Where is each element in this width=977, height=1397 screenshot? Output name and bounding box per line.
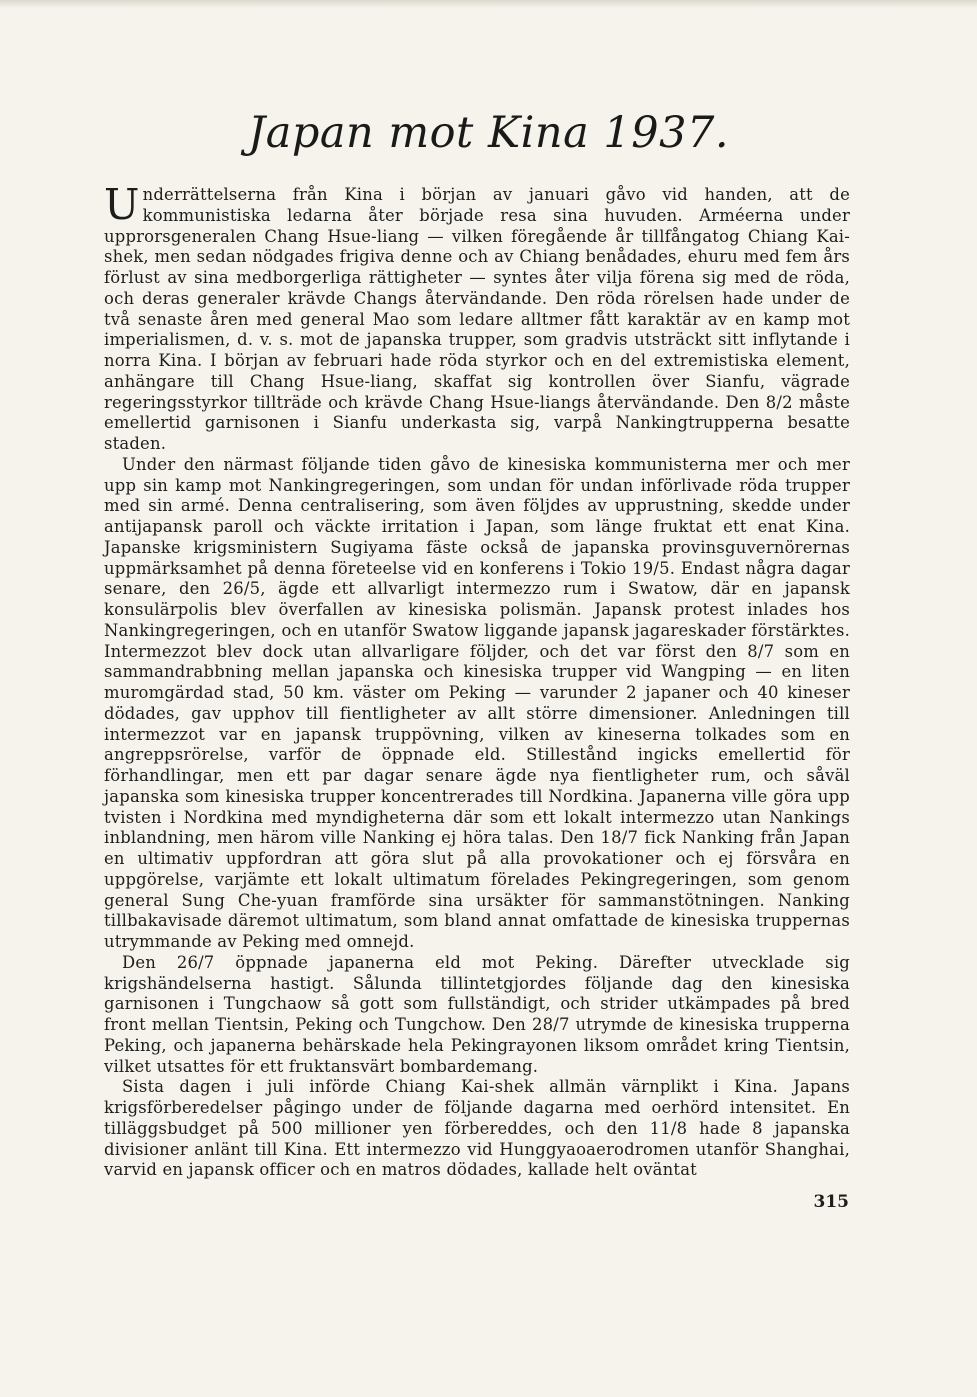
paragraph-1 [104, 180, 850, 455]
paragraph-4: Sista dagen i juli införde Chiang Kai-shek allmän värnplikt i Kina. Japans krigsförberedelser pågingo under de följande dagarna med oerhörd intensitet. En tilläggsbudget på 500 millioner yen förbereddes, och den 11/8 hade 8 japanska divisioner anlänt till Kina. Ett intermezzo vid Hunggyaoaerodromen utanför Shanghai, varvid en japansk officer och en matros dödades, kallade helt oväntat [104, 1077, 850, 1180]
page-number: 315 [813, 1192, 849, 1212]
page-title: Japan mot Kina 1937. [248, 108, 729, 158]
page-top-edge [0, 0, 977, 8]
paragraph-2: Under den närmast följande tiden gåvo de kinesiska kommunisterna mer och mer upp sin kamp mot Nankingregeringen, som undan för undan införlivade röda trupper med sin armé. Denna centralisering, som även följdes av upprustning, skedde under antijapansk paroll och väckte irritation i Japan, som länge fruktat ett enat Kina. Japanske krigsministern Sugiyama fäste också de japanska provinsguvernörernas uppmärksamhet på denna företeelse vid en konferens i Tokio 19/5. Endast några dagar senare, den 26/5, ägde ett allvarligt intermezzo rum i Swatow, där en japansk konsulärpolis blev överfallen av kinesiska polismän. Japansk protest inlades hos Nankingregeringen, och en utanför Swatow liggande japansk jagareskader förstärktes. Intermezzot blev dock utan allvarligare följder, och det var först den 8/7 som en sammandrabbning mellan japanska och kinesiska trupper vid Wangping — en liten muromgärdad stad, 50 km. väster om Peking — varunder 2 japaner och 40 kineser dödades, gav upphov till fientligheter av allt större dimensioner. Anledningen till intermezzot var en japansk truppövning, vilken av kineserna tolkades som en angreppsrörelse, varför de öppnade eld. Stillestånd ingicks emellertid för förhandlingar, men ett par dagar senare ägde nya fientligheter rum, och såväl japanska som kinesiska trupper koncentrerades till Nordkina. Japanerna ville göra upp tvisten i Nordkina med myndigheterna där som ett lokalt intermezzo utan Nankings inblandning, men härom ville Nanking ej höra talas. Den 18/7 fick Nanking från Japan en ultimativ uppfordran att göra slut på alla provokationer och ej försvåra en uppgörelse, varjämte ett lokalt ultimatum förelades Pekingregeringen, som genom general Sung Che-yuan framförde sina ursäkter för sammanstötningen. Nanking tillbakavisade däremot ultimatum, som bland annat omfattade de kinesiska truppernas utrymmande av Peking med omnejd. [104, 454, 850, 951]
paragraph-1-text: nderrättelserna från Kina i början av januari gåvo vid handen, att de kommunistiska ledarna åter började resa sina huvuden. Arméerna under upprorsgeneralen Chang Hsue-liang — vilken föregående år tillfångatog Chiang Kai-shek, men sedan nödgades frigiva denne och av Chiang benådades, ehuru med fem års förlust av sina medborgerliga rättigheter — syntes åter vilja förena sig med de röda, och deras generaler krävde Changs återvändande. Den röda rörelsen hade under de två senaste åren med general Mao som ledare alltmer fått karaktär av en kamp mot imperialismen, d. v. s. mot de japanska trupper, som gradvis utsträckt sitt inflytande i norra Kina. I början av februari hade röda styrkor och en del extremistiska element, anhängare till Chang Hsue-liang, skaffat sig kontrollen över Sianfu, vägrade regeringsstyrkor tillträde och krävde Chang Hsue-liangs återvändande. Den 8/2 måste emellertid garnisonen i Sianfu underkasta sig, varpå Nankingtrupperna besatte staden. [104, 185, 850, 453]
article-body [104, 180, 850, 1181]
drop-cap: U [104, 180, 140, 229]
paragraph-3: Den 26/7 öppnade japanerna eld mot Peking. Därefter utvecklade sig krigshändelserna hastigt. Sålunda tillintetgjordes följande dag den kinesiska garnisonen i Tungchaow så gott som fullständigt, och strider utkämpades på bred front mellan Tientsin, Peking och Tungchow. Den 28/7 utrymde de kinesiska trupperna Peking, och japanerna behärskade hela Pekingrayonen liksom området kring Tientsin, vilket utsattes för ett fruktansvärt bombardemang. [104, 952, 850, 1076]
